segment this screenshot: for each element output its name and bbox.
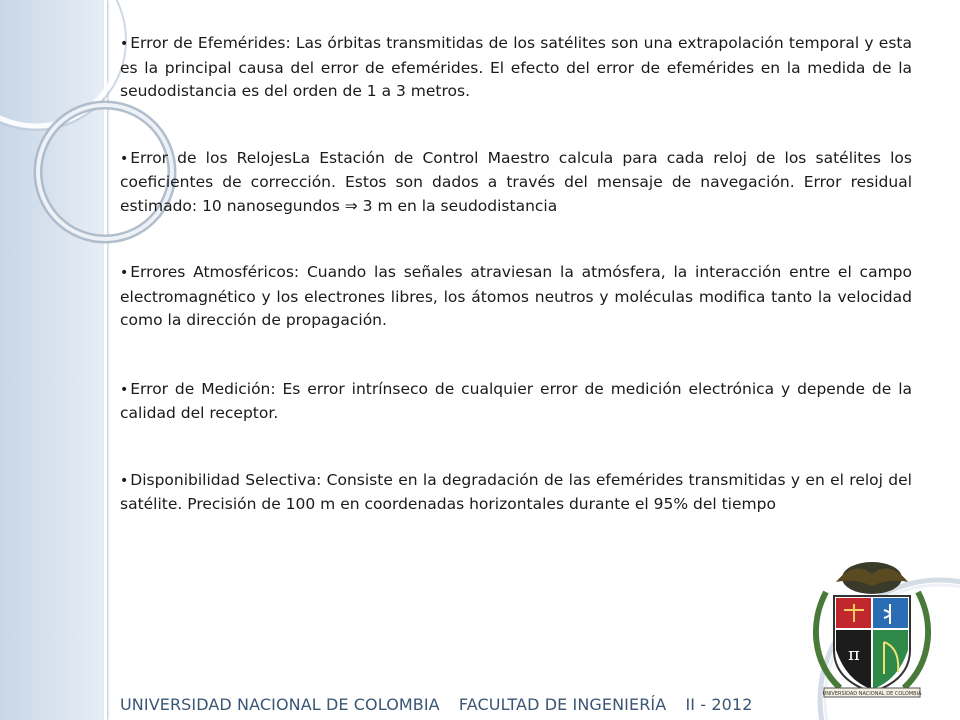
footer-university: UNIVERSIDAD NACIONAL DE COLOMBIA <box>120 695 440 714</box>
bullet-item <box>120 469 912 517</box>
bullet-list <box>120 32 912 561</box>
bullet-dot-icon: • <box>120 150 129 167</box>
bullet-text: Error de Medición: Es error intrínseco de cualquier error de medición electrónica y depende de la calidad del receptor. <box>120 379 912 422</box>
university-seal-logo <box>806 552 938 700</box>
bullet-dot-icon: • <box>120 265 129 281</box>
bullet-text: Disponibilidad Selectiva: Consiste en la degradación de las efemérides transmitidas y en el reloj del satélite. Precisión de 100 m en coordenadas horizontales durante el 95% del tiempo <box>120 470 912 513</box>
footer-faculty: FACULTAD DE INGENIERÍA <box>458 695 667 714</box>
bullet-dot-icon: • <box>120 36 129 52</box>
seal-motto: UNIVERSIDAD NACIONAL DE COLOMBIA <box>822 691 922 697</box>
bullet-text: Errores Atmosféricos: Cuando las señales atraviesan la atmósfera, la interacción entre el campo electromagnético y los electrones libres, los átomos neutros y moléculas modifica tanto la velocidad como la dirección de propagación. <box>120 263 912 329</box>
bullet-item <box>120 32 912 104</box>
large-ring-shadow <box>0 0 129 130</box>
footer <box>120 695 767 714</box>
shield-pi-symbol: π <box>848 644 860 665</box>
bullet-item <box>120 378 912 426</box>
bullet-item <box>120 261 912 333</box>
bullet-text: Error de Efemérides: Las órbitas transmitidas de los satélites son una extrapolación temporal y esta es la principal causa del error de efemérides. El efecto del error de efemérides en la medida de la seudodistancia es del orden de 1 a 3 metros. <box>120 34 912 100</box>
bullet-dot-icon: • <box>120 472 129 489</box>
footer-term: II - 2012 <box>685 695 753 714</box>
bullet-text: Error de los RelojesLa Estación de Control Maestro calcula para cada reloj de los satélites los coeficientes de corrección. Estos son dados a través del mensaje de navegación. Error residual estimado: 10 nanosegundos ⇒ 3 m en la seudodistancia <box>120 148 912 215</box>
bullet-dot-icon: • <box>120 381 129 398</box>
bullet-item <box>120 147 912 219</box>
